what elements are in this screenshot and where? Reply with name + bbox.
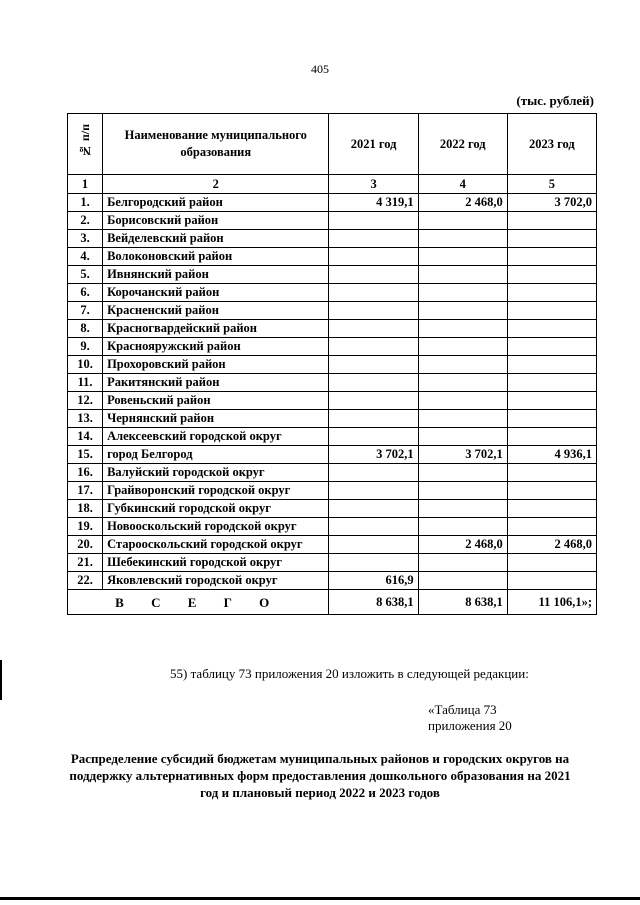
table-row <box>68 230 597 248</box>
municipality-name: Яковлевский городской округ <box>103 572 329 590</box>
value-2021 <box>329 500 418 518</box>
value-2021: 3 702,1 <box>329 446 418 464</box>
value-2023 <box>507 482 596 500</box>
value-2022 <box>418 500 507 518</box>
table-row <box>68 410 597 428</box>
value-2023 <box>507 410 596 428</box>
header-2022: 2022 год <box>418 114 507 175</box>
municipality-name: Губкинский городской округ <box>103 500 329 518</box>
row-number: 19. <box>68 518 103 536</box>
value-2023 <box>507 302 596 320</box>
value-2022 <box>418 410 507 428</box>
value-2021 <box>329 554 418 572</box>
table-row <box>68 356 597 374</box>
value-2023 <box>507 248 596 266</box>
value-2021: 616,9 <box>329 572 418 590</box>
value-2022 <box>418 554 507 572</box>
municipality-name: Борисовский район <box>103 212 329 230</box>
table-header-row <box>68 114 597 175</box>
table-row <box>68 518 597 536</box>
column-number: 2 <box>103 175 329 194</box>
value-2023 <box>507 374 596 392</box>
value-2023 <box>507 356 596 374</box>
total-2022: 8 638,1 <box>418 590 507 615</box>
value-2021 <box>329 374 418 392</box>
row-number: 11. <box>68 374 103 392</box>
value-2022: 3 702,1 <box>418 446 507 464</box>
value-2022 <box>418 320 507 338</box>
table-row <box>68 554 597 572</box>
value-2023 <box>507 518 596 536</box>
municipality-name: Старооскольский городской округ <box>103 536 329 554</box>
value-2021 <box>329 356 418 374</box>
row-number: 14. <box>68 428 103 446</box>
municipality-name: Ивнянский район <box>103 266 329 284</box>
value-2023 <box>507 266 596 284</box>
value-2022 <box>418 302 507 320</box>
table-row <box>68 572 597 590</box>
municipality-name: город Белгород <box>103 446 329 464</box>
column-number: 3 <box>329 175 418 194</box>
row-number: 7. <box>68 302 103 320</box>
municipality-name: Ракитянский район <box>103 374 329 392</box>
table-row <box>68 248 597 266</box>
municipality-name: Корочанский район <box>103 284 329 302</box>
row-number: 2. <box>68 212 103 230</box>
row-number: 6. <box>68 284 103 302</box>
table-row <box>68 482 597 500</box>
value-2021 <box>329 482 418 500</box>
row-number: 15. <box>68 446 103 464</box>
page-number: 405 <box>311 62 329 76</box>
value-2021 <box>329 266 418 284</box>
value-2023 <box>507 230 596 248</box>
value-2021 <box>329 536 418 554</box>
value-2023 <box>507 554 596 572</box>
row-number: 21. <box>68 554 103 572</box>
municipality-name: Новооскольский городской округ <box>103 518 329 536</box>
value-2023 <box>507 428 596 446</box>
row-number: 10. <box>68 356 103 374</box>
municipality-name: Прохоровский район <box>103 356 329 374</box>
municipality-name: Шебекинский городской округ <box>103 554 329 572</box>
value-2022 <box>418 428 507 446</box>
value-2022 <box>418 248 507 266</box>
table-row <box>68 284 597 302</box>
table-row <box>68 500 597 518</box>
value-2023: 4 936,1 <box>507 446 596 464</box>
row-number: 16. <box>68 464 103 482</box>
row-number: 3. <box>68 230 103 248</box>
value-2022 <box>418 482 507 500</box>
municipality-name: Валуйский городской округ <box>103 464 329 482</box>
column-number: 4 <box>418 175 507 194</box>
value-2021 <box>329 428 418 446</box>
value-2021 <box>329 464 418 482</box>
value-2023 <box>507 572 596 590</box>
municipality-name: Ровеньский район <box>103 392 329 410</box>
value-2023 <box>507 320 596 338</box>
table-row <box>68 428 597 446</box>
row-number: 1. <box>68 194 103 212</box>
value-2021 <box>329 518 418 536</box>
row-number: 18. <box>68 500 103 518</box>
municipality-name: Красненский район <box>103 302 329 320</box>
value-2022 <box>418 392 507 410</box>
value-2022 <box>418 338 507 356</box>
value-2023: 2 468,0 <box>507 536 596 554</box>
header-name: Наименование муниципального образования <box>103 114 329 175</box>
row-number: 22. <box>68 572 103 590</box>
value-2022 <box>418 356 507 374</box>
scan-bottom-border <box>0 897 640 900</box>
municipality-name: Грайворонский городской округ <box>103 482 329 500</box>
table-row <box>68 266 597 284</box>
total-label: В С Е Г О <box>68 590 329 615</box>
row-number: 13. <box>68 410 103 428</box>
municipality-name: Краснояружский район <box>103 338 329 356</box>
table-row <box>68 446 597 464</box>
value-2023: 3 702,0 <box>507 194 596 212</box>
value-2023 <box>507 500 596 518</box>
column-number-row <box>68 175 597 194</box>
value-2021 <box>329 284 418 302</box>
municipality-name: Чернянский район <box>103 410 329 428</box>
table-row <box>68 536 597 554</box>
value-2021 <box>329 320 418 338</box>
row-number: 20. <box>68 536 103 554</box>
row-number: 8. <box>68 320 103 338</box>
municipality-name: Красногвардейский район <box>103 320 329 338</box>
value-2022 <box>418 572 507 590</box>
value-2022 <box>418 464 507 482</box>
row-number: 4. <box>68 248 103 266</box>
municipality-name: Алексеевский городской округ <box>103 428 329 446</box>
value-2022 <box>418 518 507 536</box>
value-2021 <box>329 212 418 230</box>
header-number: № п/п <box>68 114 103 175</box>
section-title: Распределение субсидий бюджетам муниципальных районов и городских округов на поддержку альтернативных форм предоставления дошкольного образования на 2021 год и плановый период 2022 и 2023 годов <box>69 751 571 800</box>
value-2021: 4 319,1 <box>329 194 418 212</box>
column-number: 5 <box>507 175 596 194</box>
value-2022: 2 468,0 <box>418 194 507 212</box>
table-reference <box>428 702 512 734</box>
value-2021 <box>329 338 418 356</box>
value-2023 <box>507 392 596 410</box>
value-2021 <box>329 230 418 248</box>
table-row <box>68 338 597 356</box>
municipality-name: Вейделевский район <box>103 230 329 248</box>
municipality-name: Волоконовский район <box>103 248 329 266</box>
table-row <box>68 302 597 320</box>
value-2021 <box>329 248 418 266</box>
column-number: 1 <box>68 175 103 194</box>
total-2023: 11 106,1»; <box>507 590 596 615</box>
total-row <box>68 590 597 615</box>
total-2021: 8 638,1 <box>329 590 418 615</box>
value-2023 <box>507 338 596 356</box>
table-row <box>68 320 597 338</box>
value-2022: 2 468,0 <box>418 536 507 554</box>
value-2022 <box>418 284 507 302</box>
value-2022 <box>418 374 507 392</box>
value-2022 <box>418 212 507 230</box>
unit-note: (тыс. рублей) <box>516 93 594 108</box>
header-2023: 2023 год <box>507 114 596 175</box>
row-number: 17. <box>68 482 103 500</box>
subsidy-table <box>67 113 597 615</box>
row-number: 5. <box>68 266 103 284</box>
row-number: 9. <box>68 338 103 356</box>
value-2023 <box>507 212 596 230</box>
amendment-paragraph: 55) таблицу 73 приложения 20 изложить в следующей редакции: <box>170 666 529 681</box>
value-2022 <box>418 266 507 284</box>
value-2021 <box>329 392 418 410</box>
value-2023 <box>507 464 596 482</box>
municipality-name: Белгородский район <box>103 194 329 212</box>
value-2021 <box>329 302 418 320</box>
table-reference-line: приложения 20 <box>428 718 512 733</box>
value-2021 <box>329 410 418 428</box>
table-row <box>68 464 597 482</box>
value-2022 <box>418 230 507 248</box>
table-row <box>68 194 597 212</box>
scan-edge-mark <box>0 660 2 700</box>
header-2021: 2021 год <box>329 114 418 175</box>
table-reference-line: «Таблица 73 <box>428 702 497 717</box>
table-row <box>68 374 597 392</box>
row-number: 12. <box>68 392 103 410</box>
value-2023 <box>507 284 596 302</box>
table-row <box>68 392 597 410</box>
table-row <box>68 212 597 230</box>
